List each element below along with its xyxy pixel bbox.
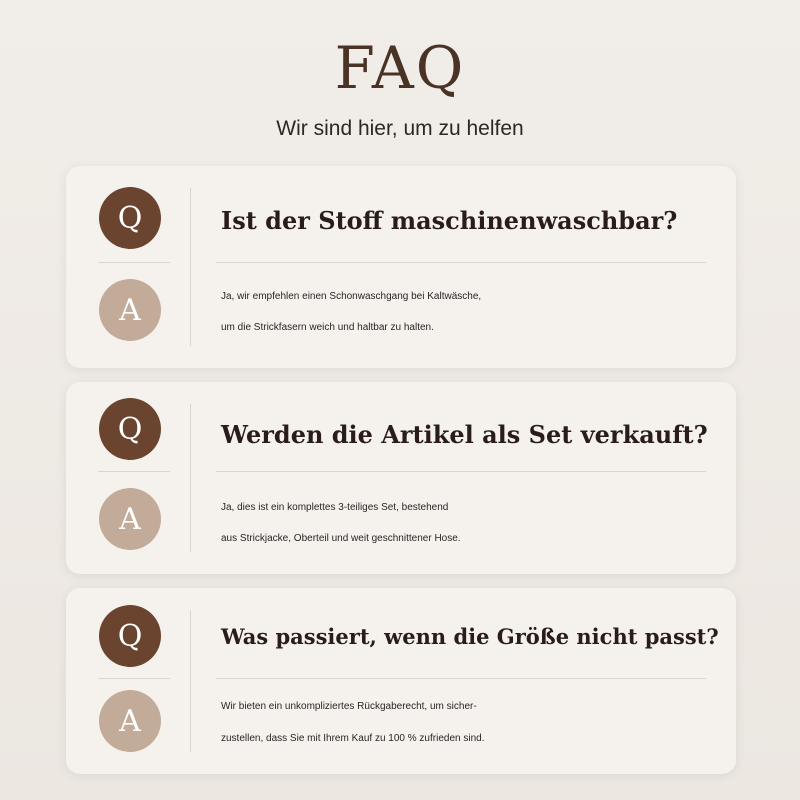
question-badge: Q	[99, 398, 161, 460]
faq-answer-line: Ja, wir empfehlen einen Schonwaschgang bei Kaltwäsche,	[221, 291, 482, 302]
page-subtitle: Wir sind hier, um zu helfen	[276, 117, 524, 140]
divider	[190, 610, 191, 752]
divider	[216, 471, 706, 472]
answer-badge: A	[99, 488, 161, 550]
divider	[216, 262, 706, 263]
faq-question: Was passiert, wenn die Größe nicht passt?	[221, 624, 719, 649]
divider	[190, 404, 191, 552]
faq-question: Werden die Artikel als Set verkauft?	[221, 420, 708, 449]
faq-card	[66, 382, 736, 574]
divider	[98, 262, 170, 263]
faq-question: Ist der Stoff maschinenwaschbar?	[221, 206, 678, 235]
answer-badge: A	[99, 690, 161, 752]
divider	[190, 188, 191, 346]
faq-answer-line: aus Strickjacke, Oberteil und weit geschnittener Hose.	[221, 533, 461, 544]
faq-card	[66, 166, 736, 368]
faq-answer-line: um die Strickfasern weich und haltbar zu halten.	[221, 322, 434, 333]
divider	[98, 678, 170, 679]
faq-answer-line: Wir bieten ein unkompliziertes Rückgaberecht, um sicher-	[221, 701, 477, 712]
question-badge: Q	[99, 187, 161, 249]
page-title: FAQ	[334, 34, 466, 102]
divider	[216, 678, 706, 679]
faq-card	[66, 588, 736, 774]
faq-answer-line: Ja, dies ist ein komplettes 3-teiliges Set, bestehend	[221, 502, 449, 513]
faq-answer-line: zustellen, dass Sie mit Ihrem Kauf zu 100 % zufrieden sind.	[221, 733, 485, 744]
question-badge: Q	[99, 605, 161, 667]
answer-badge: A	[99, 279, 161, 341]
divider	[98, 471, 170, 472]
